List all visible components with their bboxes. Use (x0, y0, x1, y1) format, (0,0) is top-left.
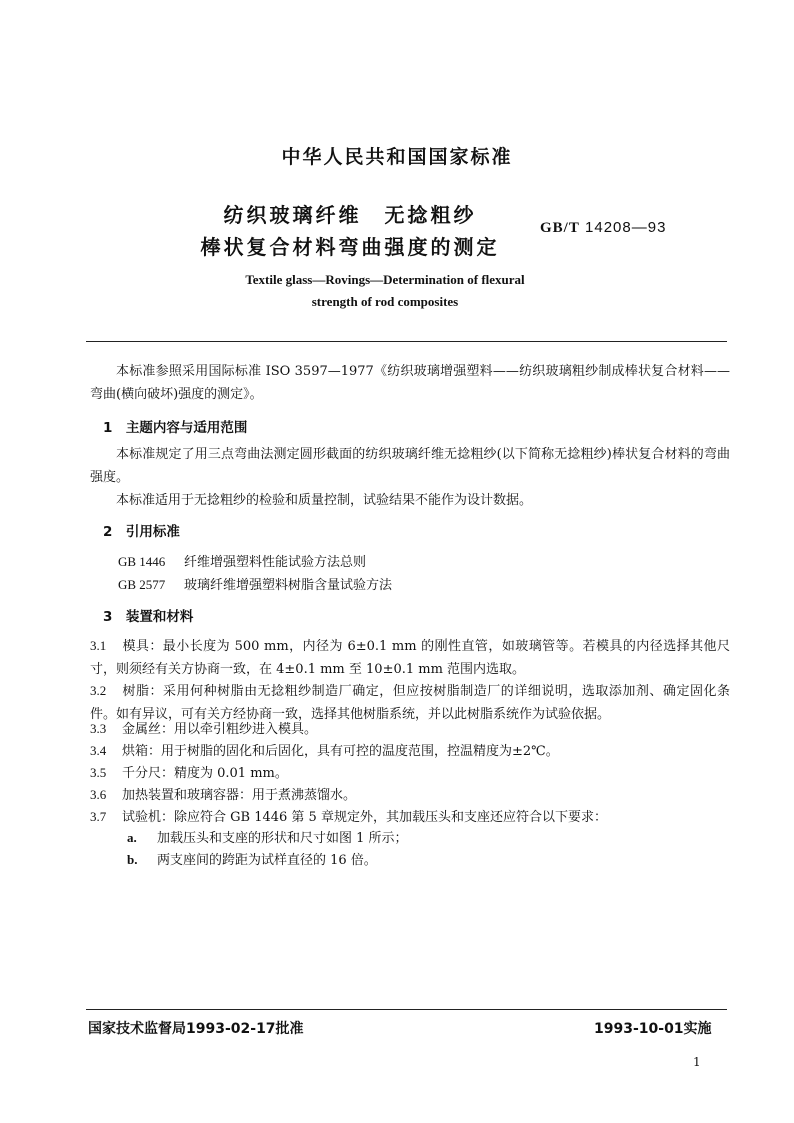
reference-title: 玻璃纤维增强塑料树脂含量试验方法 (184, 578, 393, 593)
clause-text: 树脂：采用何种树脂由无捻粗纱制造厂确定，但应按树脂制造厂的详细说明，选取添加剂、确定固化条件。如有异议，可有关方经协商一致，选择其他树脂系统，并以此树脂系统作为试验依据。 (90, 684, 730, 722)
english-title-line1: Textile glass—Rovings—Determination of flexural (245, 272, 525, 287)
sub-clause-text: 加载压头和支座的形状和尺寸如图 1 所示； (157, 831, 408, 846)
reference-code: GB 2577 (118, 577, 166, 592)
section3-heading: 3 装置和材料 (103, 609, 194, 625)
english-title-line2: strength of rod composites (311, 294, 459, 309)
clause-item (90, 761, 730, 785)
clause-text: 千分尺：精度为 0.01 mm。 (122, 766, 288, 781)
section1-paragraph1: 本标准规定了用三点弯曲法测定圆形截面的纺织玻璃纤维无捻粗纱(以下简称无捻粗纱)棒状复合材料的弯曲强度。 (90, 447, 730, 485)
clause-text: 加热装置和玻璃容器：用于煮沸蒸馏水。 (122, 788, 357, 803)
standard-code-prefix: GB/T (540, 220, 580, 236)
reference-item (118, 551, 366, 570)
sub-clause-text: 两支座间的跨距为试样直径的 16 倍。 (157, 853, 377, 868)
clause-number: 3.5 (90, 765, 107, 780)
clause-item (90, 783, 730, 807)
clause-number: 3.2 (90, 683, 107, 698)
section2-heading: 2 引用标准 (103, 524, 180, 540)
document-title-line1: 纺织玻璃纤维 无捻粗纱 (223, 203, 477, 227)
sub-clause-number: a. (127, 830, 137, 845)
section1-paragraph2: 本标准适用于无捻粗纱的检验和质量控制，试验结果不能作为设计数据。 (116, 493, 533, 508)
clause-number: 3.1 (90, 638, 107, 653)
clause-number: 3.6 (90, 787, 107, 802)
header-divider (86, 341, 727, 342)
section1-heading: 1 主题内容与适用范围 (103, 420, 248, 436)
clause-number: 3.4 (90, 743, 107, 758)
clause-item (90, 717, 730, 741)
document-title-line2: 棒状复合材料弯曲强度的测定 (200, 235, 500, 259)
reference-item (118, 574, 392, 593)
clause-item (90, 634, 730, 681)
clause-item (90, 739, 730, 763)
standard-code-number: 14208—93 (585, 219, 667, 236)
standard-code (540, 219, 666, 237)
clause-item (90, 805, 730, 829)
implementation-date: 1993-10-01实施 (594, 1021, 712, 1037)
page-number: 1 (693, 1055, 701, 1069)
clause-text: 试验机：除应符合 GB 1446 第 5 章规定外，其加载压头和支座还应符合以下要求： (122, 810, 607, 825)
clause-number: 3.7 (90, 809, 107, 824)
sub-clause-item (127, 849, 377, 868)
approval-date: 国家技术监督局1993-02-17批准 (88, 1021, 304, 1037)
clause-text: 烘箱：用于树脂的固化和后固化，具有可控的温度范围，控温精度为±2℃。 (122, 744, 559, 759)
national-standard-heading: 中华人民共和国国家标准 (281, 146, 513, 168)
reference-title: 纤维增强塑料性能试验方法总则 (184, 555, 367, 570)
sub-clause-item (127, 827, 408, 846)
intro-paragraph: 本标准参照采用国际标准 ISO 3597—1977《纺织玻璃增强塑料——纺织玻璃粗纱制成棒状复合材料——弯曲(横向破坏)强度的测定》。 (90, 364, 730, 402)
footer-divider (86, 1009, 727, 1010)
reference-code: GB 1446 (118, 554, 166, 569)
sub-clause-number: b. (127, 852, 138, 867)
clause-number: 3.3 (90, 721, 107, 736)
clause-text: 模具：最小长度为 500 mm，内径为 6±0.1 mm 的刚性直管，如玻璃管等。若模具的内径选择其他尺寸，则须经有关方协商一致，在 4±0.1 mm 至 10±0.1 mm 范围内选取。 (90, 639, 730, 677)
clause-text: 金属丝：用以牵引粗纱进入模具。 (122, 722, 318, 737)
